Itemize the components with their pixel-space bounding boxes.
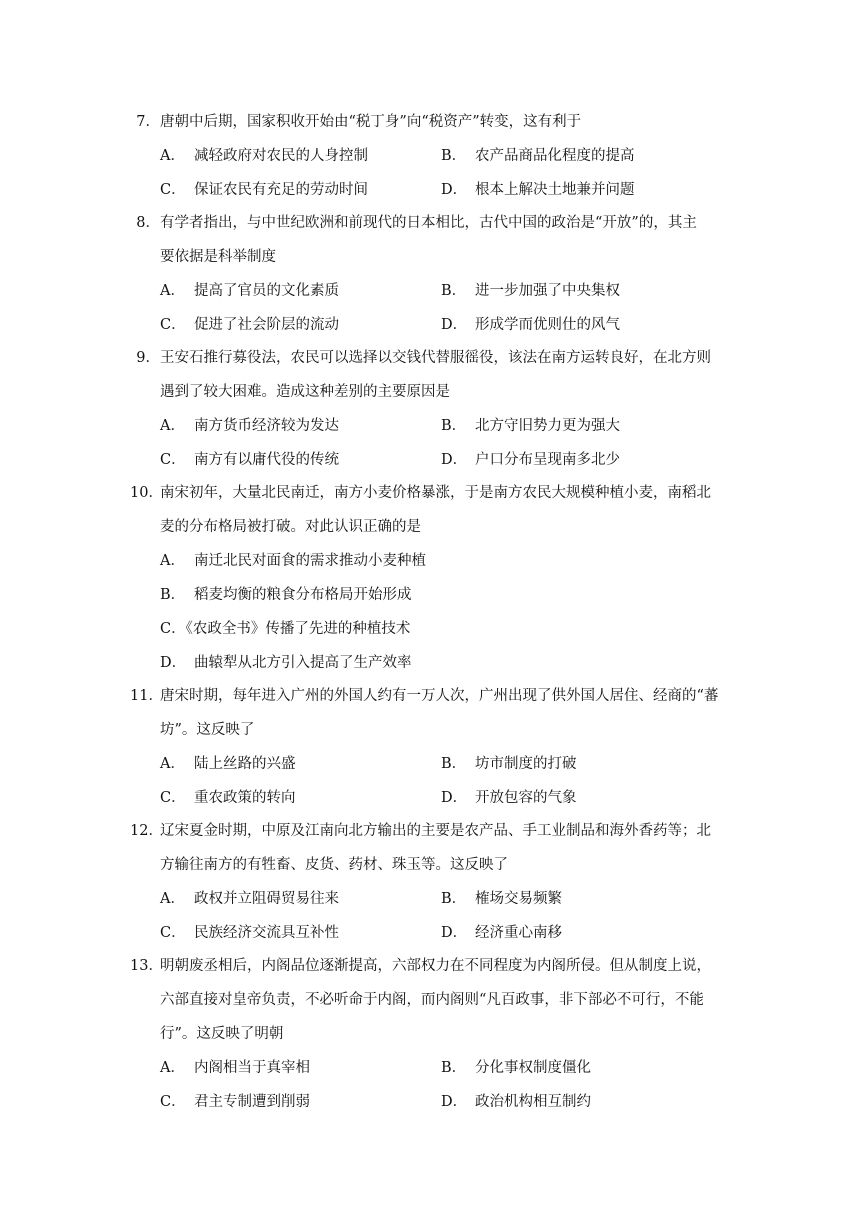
question-stem [130,206,740,240]
option-text: 分化事权制度僵化 [475,1060,591,1076]
options [130,882,740,950]
option-c[interactable] [160,781,296,815]
option-c[interactable] [160,173,368,207]
option-d[interactable] [441,443,620,477]
option-a[interactable] [160,882,339,916]
question-text-continued: 遇到了较大困难。造成这种差别的主要原因是 [160,384,450,400]
option-b[interactable] [441,747,577,781]
option-text: 民族经济交流具互补性 [194,925,339,941]
question-text: 唐宋时期，每年进入广州的外国人约有一万人次，广州出现了供外国人居住、经商的“蕃 [160,688,719,704]
option-letter: C． [160,317,186,333]
option-b[interactable] [441,274,620,308]
question-text-continued: 要依据是科举制度 [160,249,276,265]
option-c[interactable] [160,1085,310,1119]
option-c[interactable] [160,308,339,342]
option-b[interactable] [441,139,635,173]
option-a[interactable] [160,274,339,308]
option-text: 保证农民有充足的劳动时间 [194,182,368,198]
option-letter: A． [160,283,185,299]
question-stem [130,105,740,139]
question-stem [130,341,740,375]
option-text: 减轻政府对农民的人身控制 [194,148,368,164]
question-10 [130,476,740,680]
option-text: 进一步加强了中央集权 [475,283,620,299]
question-number: 13． [130,958,163,974]
option-b[interactable] [441,882,562,916]
option-d[interactable] [441,1085,591,1119]
options [130,747,740,815]
question-12 [130,814,740,950]
option-letter: B． [441,1060,467,1076]
question-11 [130,679,740,815]
option-letter: C． [160,925,186,941]
question-text: 唐朝中后期，国家积收开始由“税丁身”向“税资产”转变，这有利于 [160,114,582,130]
question-stem [130,949,740,983]
option-c[interactable] [160,916,339,950]
option-text: 开放包容的气象 [475,790,577,806]
option-letter: A． [160,756,185,772]
option-b[interactable] [160,578,412,612]
option-letter: A． [160,1060,185,1076]
question-8 [130,206,740,342]
option-d[interactable] [441,781,577,815]
option-text: 北方守旧势力更为强大 [475,418,620,434]
option-letter: C． [160,1094,186,1110]
question-text: 有学者指出，与中世纪欧洲和前现代的日本相比，古代中国的政治是“开放”的，其主 [160,215,697,231]
question-stem [130,476,740,510]
option-text: 坊市制度的打破 [475,756,577,772]
option-a[interactable] [160,747,296,781]
option-text: 形成学而优则仕的风气 [475,317,620,333]
options [130,274,740,342]
option-text: 重农政策的转向 [194,790,296,806]
option-letter: A． [160,418,185,434]
option-text: 稻麦均衡的粮食分布格局开始形成 [194,587,412,603]
option-d[interactable] [441,916,562,950]
option-text: 南方货币经济较为发达 [194,418,339,434]
option-letter: D． [441,182,468,198]
question-stem [130,679,740,713]
option-a[interactable] [160,544,426,578]
question-text: 南宋初年，大量北民南迁，南方小麦价格暴涨，于是南方农民大规模种植小麦，南稻北 [160,485,711,501]
option-letter: A． [160,891,185,907]
option-text: 陆上丝路的兴盛 [194,756,296,772]
option-letter: B． [441,891,467,907]
option-a[interactable] [160,409,339,443]
option-letter: B． [441,148,467,164]
option-letter: D． [441,1094,468,1110]
option-letter: B． [160,587,186,603]
question-text: 辽宋夏金时期，中原及江南向北方输出的主要是农产品、手工业制品和海外香药等；北 [160,823,711,839]
option-letter: D． [160,655,187,671]
option-text: 内阁相当于真宰相 [194,1060,310,1076]
option-letter: C． [160,790,186,806]
option-letter: A． [160,148,185,164]
question-number: 7． [136,114,160,130]
option-text: 《农政全书》传播了先进的种植技术 [185,621,411,637]
question-number: 8． [136,215,160,231]
question-text-continued: 六部直接对皇帝负责，不必听命于内阁，而内阁则“凡百政事，非下部必不可行，不能 [160,992,704,1008]
option-letter: D． [441,790,468,806]
question-text-continued: 方输往南方的有牲畜、皮货、药材、珠玉等。这反映了 [160,857,508,873]
option-text: 政权并立阻碍贸易往来 [194,891,339,907]
question-text: 王安石推行募役法，农民可以选择以交钱代替服徭役，该法在南方运转良好，在北方则 [160,350,711,366]
option-c[interactable] [160,443,339,477]
options [130,139,740,207]
option-text: 南方有以庸代役的传统 [194,452,339,468]
option-text: 曲辕犁从北方引入提高了生产效率 [194,655,412,671]
option-letter: D． [441,925,468,941]
option-text: 农产品商品化程度的提高 [475,148,635,164]
option-a[interactable] [160,1051,310,1085]
question-text-continued: 坊”。这反映了 [160,722,255,738]
option-text: 君主专制遭到削弱 [194,1094,310,1110]
options [130,544,740,680]
question-text: 明朝废丞相后，内阁品位逐渐提高，六部权力在不同程度为内阁所侵。但从制度上说， [160,958,711,974]
question-text-continued: 麦的分布格局被打破。对此认识正确的是 [160,519,421,535]
option-text: 经济重心南移 [475,925,562,941]
question-9 [130,341,740,477]
option-a[interactable] [160,139,368,173]
question-stem [130,814,740,848]
question-number: 11． [130,688,163,704]
option-text: 促进了社会阶层的流动 [194,317,339,333]
option-letter: B． [441,283,467,299]
option-text: 根本上解决土地兼并问题 [475,182,635,198]
option-text: 政治机构相互制约 [475,1094,591,1110]
option-letter: C． [160,182,186,198]
option-letter: C． [160,452,186,468]
question-number: 10． [130,485,163,501]
question-number: 12． [130,823,163,839]
question-number: 9． [136,350,160,366]
option-letter: D． [441,452,468,468]
option-text: 户口分布呈现南多北少 [475,452,620,468]
option-text: 南迁北民对面食的需求推动小麦种植 [194,553,426,569]
option-letter: C． [160,621,186,637]
option-c[interactable] [160,612,410,646]
options [130,1051,740,1119]
option-d[interactable] [441,173,635,207]
option-text: 榷场交易频繁 [475,891,562,907]
question-13 [130,949,740,1119]
option-text: 提高了官员的文化素质 [194,283,339,299]
option-b[interactable] [441,1051,591,1085]
option-d[interactable] [160,646,412,680]
question-text-continued: 行”。这反映了明朝 [160,1026,284,1042]
option-b[interactable] [441,409,620,443]
options [130,409,740,477]
question-7 [130,105,740,207]
option-letter: B． [441,756,467,772]
option-letter: A． [160,553,185,569]
option-d[interactable] [441,308,620,342]
option-letter: D． [441,317,468,333]
option-letter: B． [441,418,467,434]
